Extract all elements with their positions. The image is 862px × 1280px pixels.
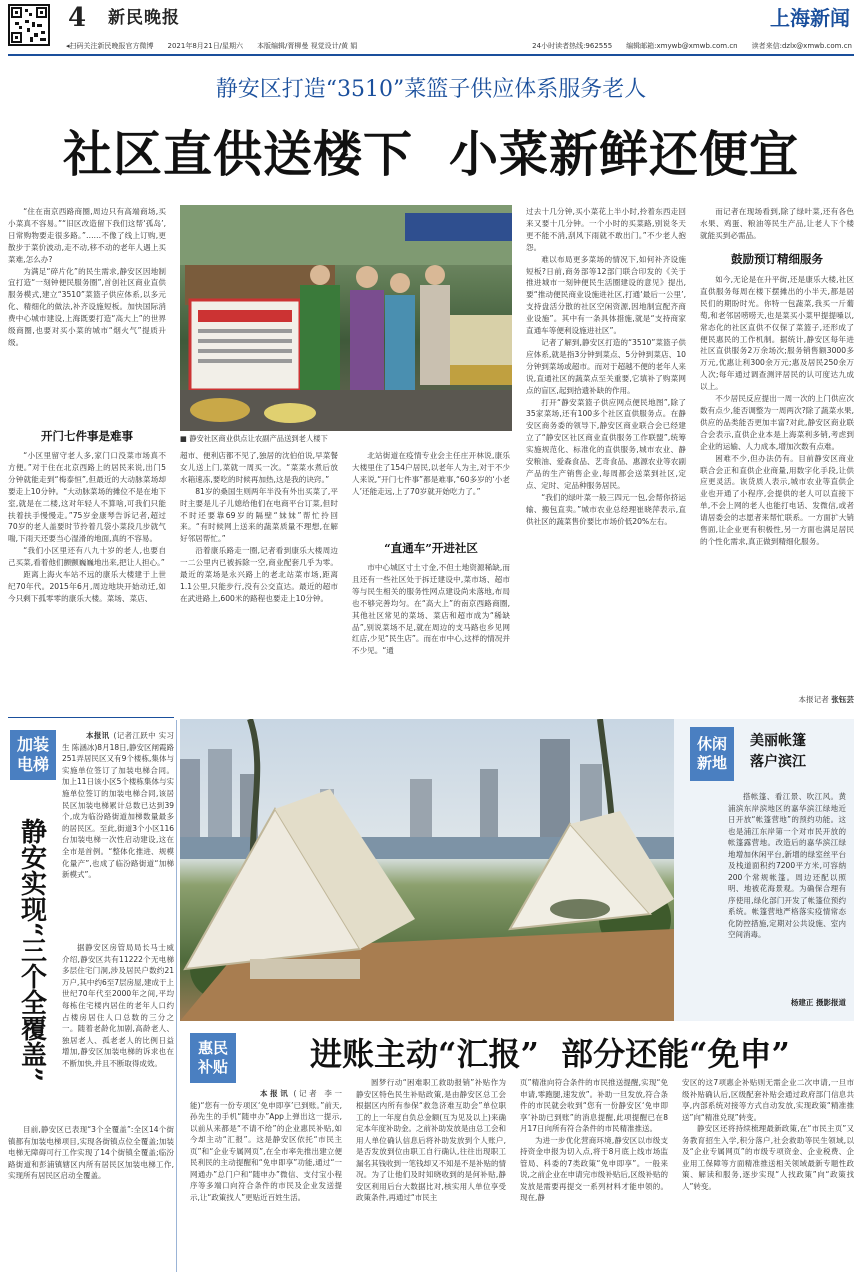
hotline: 24小时读者热线:962555 [532, 42, 613, 50]
lead-paragraph: 不少居民反应提出一周一次的上门供应次数有点少,能否调整为一周两次?除了蔬菜水果,供应的品类能否更加丰富?对此,静安区商业联合会表示,直供企业本是上海菜利多销,考虑到企业的运输、人力成本,增加次数有点难。 [700, 394, 854, 451]
elevator-tag: 加装电梯 [10, 730, 56, 780]
lead-column-5b [700, 274, 854, 692]
editor-line: 本版编辑/胥柳曼 视觉设计/黄 娟 [257, 42, 358, 50]
leisure-panel [674, 719, 854, 1021]
editor-email: 编辑邮箱:xmywb@xmwb.com.cn [626, 42, 738, 50]
lead-column-1 [8, 206, 166, 406]
elevator-divider [8, 717, 174, 718]
leisure-photo [180, 719, 674, 1021]
qr-code[interactable] [8, 4, 50, 46]
subsidy-paragraph: 为进一步优化营商环境,静安区以市级支持资金申报为切入点,将于8月底上线市场监管局、科委的7类政策“免申即享”。一般来说,之前企业在申请完市级补贴后,区级补贴的发放是需要再提交一系列材料才能申领的。现在,静 [520, 1135, 668, 1202]
lead-column-5 [700, 206, 854, 250]
leisure-paragraph: 搭帐篷、看江景、吹江风。黄浦滨东岸滨地区的嘉华滨江绿地近日开放“帐篷营地”的预约功能。这也是浦江东岸第一个对市民开放的帐篷露营地。改造后的嘉华滨江绿地增加休闲平台,新增的绿室丝平台及栈道面积约7200平方米,可容纳200个常规帐篷。周边还配以照明、地被花海景观。为确保合理有序使用,绿化部门开发了帐篷位预约系统。帐篷营地严格落实疫情常态化防控措施,定期对公共设施、室内空间消毒。 [728, 792, 846, 939]
lead-paragraph: “我们的绿叶菜一般三四元一包,会帮你挤运输、搬包直卖。”城市农业总经理崔晓萍表示,直供社区的蔬菜售价要比市场价低20%左右。 [526, 492, 686, 526]
elevator-column-mid [62, 942, 174, 1124]
reader-email: 读者来信:dzlx@xmwb.com.cn [751, 42, 852, 50]
subsidy-paragraph: (记者 李一能)“您有一份专项区‘免申即享’已到账。”前天,孙先生的手机“随申办”App上弹出这一提示,以前从来都是“不请不给”的企业惠民补贴,如今却主动“汇报”。这是静安区依托“市民主页”和“企业专属网页”,在全市率先推出建立便民利民的主动提醒和“免申即享”功能,通过“一网通办”总门户和“随申办”微信、支付宝小程序等多端口向符合条件的市民及企业发送提示,让“政策找人”更贴近百姓生活。 [190, 1089, 342, 1202]
lead-paragraph: 如今,无论是在升平街,还是康乐大楼,社区直供服务每周在楼下摆摊出的小半天,都是居民们的期盼时光。你特一包蔬菜,我买一斤葡萄,和老邻居唠唠天,也是菜买小菜甲提提嗓以,常态化的社区直供不仅保了菜篮子,还形成了便民惠民的工作机制。据统计,静安区每年进社区直供服务2万余场次;服务销售额3000多万元,优惠让利300余万元;惠及居民250余万人次;每年通过调查测评居民的认可度达九成以上。 [700, 275, 854, 392]
lead-kicker: 静安区打造“3510”菜篮子供应体系服务老人 [215, 77, 647, 102]
lead-paragraph: 超市、便利店都不见了,独居的沈伯伯说,早菜餐女儿送上门,菜就一周买一次。“菜菜水煮后放水箱速冻,要吃的时候再加热,这是我的诀窍。” [180, 451, 338, 484]
lead-paragraph: 北站街道在疫情专业会主任庄开林说,康乐大楼里住了154户居民,以老年人为主,对于不少人来说,“开门七件事”都是难事,“60多岁的‘小老人’还能走远,上了70岁就开始吃力了。” [352, 451, 510, 496]
subsidy-paragraph: 安区的这7项惠企补贴则无需企业二次申请,一旦市级补贴确认后,区级配套补贴会通过政府部门信息共享,内部系统对接等方式自动发放,实现政策“精准推送”向“精准兑现”转变。 [682, 1078, 854, 1122]
column-rule [176, 720, 177, 1272]
lead-byline [700, 694, 854, 706]
section-name: 上海新闻 [770, 6, 850, 30]
lead-paragraph: “我们小区里还有八九十岁的老人,也要自己买菜,看着他们颤颤巍巍地出来,把让人担心。” [8, 546, 166, 568]
lead-paragraph: “小区里留守老人多,家门口没菜市场真不方便。”对于住在北京西路上的居民来说,出门5分钟就能走到“梅泰恒”,但最近的大动脉菜场却要走上10分钟。“大动脉菜场的摊位不是在地下室,就是在二楼,这对年轻人不算啥,可我们只能扶着扶手慢慢走。”75岁金康琴告诉记者,超过70岁的老人盖要时节拎着几袋小菜段几步就气喘,下雨天还要当心湿滑的地面,真的不容易。 [8, 451, 166, 544]
section-heading-3: 鼓励预订精细服务 [731, 252, 823, 266]
elevator-column-bottom [8, 1124, 174, 1272]
lead-paragraph: 难以布局更多菜场的情况下,如何补齐设施短板?日前,商务部等12部门联合印发的《关于推进城市一刻钟便民生活圈建设的意见》提出,要“推动便民商业设施进社区,打通‘最后一公里’,支持盘活分散的社区空闲资源,因地制宜配齐商业设施”。其中有一条具体措施,就是“支持商家直通车等便利设施进社区”。 [526, 254, 686, 336]
subsidy-paragraph: 页”精准向符合条件的市民推送提醒,实现“免申请,零跑腿,速发放”。补助一旦发放,符合条件的市民就会收到“您有一份静安区‘免申即享’补助已到账”的消息提醒,此项提醒已在8月17日向所有符合条件的市民精准推送。 [520, 1078, 668, 1133]
issue-date: 2021年8月21日/星期六 [167, 42, 244, 50]
lead-paragraph: 沿着康乐路走一圈,记者看到康乐大楼周边一二公里内已被拆除一空,商业配套几乎为零。最近的菜场是永兴路上的老北站菜市场,距离1.1公里,只能步行,没有公交直达。最近的超市在武进路上,600米的路程也要走上10分钟。 [180, 546, 338, 603]
lead-column-1b [8, 450, 166, 712]
leisure-body [728, 791, 846, 991]
elevator-headline-text: 静安实现“三个全覆盖” [16, 818, 47, 1082]
subsidy-column-1 [190, 1088, 342, 1272]
elevator-column-top [62, 730, 174, 942]
lead-paragraph: 而记者在现场看到,除了绿叶菜,还有各色水果、鸡蛋、粮油等民生产品,让老人下个楼就能买到必需品。 [700, 207, 854, 240]
qr-pattern-icon [10, 6, 48, 44]
lead-column-2 [180, 450, 338, 712]
byline-label: 本报记者 [798, 695, 829, 704]
lead-column-3b [352, 562, 510, 712]
leisure-tag: 休闲新地 [690, 727, 734, 781]
leisure-headline: 美丽帐篷落户滨江 [750, 733, 806, 770]
elevator-paragraph: 据静安区房管局局长马士威介绍,静安区共有11222个无电梯多层住宅门洞,涉及居民户数约21万户,其中约6至7层房屋,建成于上世纪70年代至2000年之间,平均每栋住宅楼内居住的老年人口约占楼房居住人口总数的三分之一。随着老龄化加剧,高龄老人、独居老人、孤老老人的比例日益增加,静安区加装电梯的诉求也在不断加快,并且不断取得成效。 [62, 943, 174, 1068]
lead-paragraph: 市中心城区寸土寸金,不但土地资源稀缺,而且还有一些社区处于拆迁建设中,菜市场、超市等与民生相关的服务性网点建设尚未落地,布局也不够完善均匀。在“高大上”的南京西路商圈,其他社区常见的菜场、菜店和超市成为“稀缺品”,别说菜场不足,就在周边的支马路也乡见网红店,少见“民生店”。而在市中心,这样的情况并不少见。“通 [352, 563, 510, 656]
tent-scene-illustration [180, 719, 674, 1021]
lead-paragraph: “住在南京西路商圈,周边只有高端商场,买小菜真不容易。”“旧区改造留下我们这帮‘孤岛’,日常购物要走很多路。”……不像了线上订购,更散步于菜价波动,走不动,移不动的老年人遇上买菜难,怎么办? [8, 207, 166, 264]
lead-paragraph: 为满足“碎片化”的民生需求,静安区因地制宜打造“一刻钟便民服务圈”,首创社区商业直供服务模式,建立“3510”菜篮子供应体系,以多元化、精细化的做法,补齐设施短板。加快国际消费中心城市建设,上海既要打造“高大上”的世界级商圈,也要对买小菜的城市“烟火气”提质升级。 [8, 266, 166, 347]
lead-paragraph: 81岁的桑国生则两年半没有外出买菜了,平时主要是儿子儿媳给他们在电商平台订菜,但时不时还要靠69岁的隔壁“妹妹”帮忙拎回来。“有时候网上送来的蔬菜质量不理想,在解好邻居帮忙。” [180, 486, 338, 544]
leisure-credit: 杨建正 摄影报道 [790, 998, 846, 1007]
subsidy-headline: 进账主动“汇报” 部分还能“免申” [310, 1035, 790, 1073]
photo-caption: ■ 静安社区商业供点让农副产品送到老人楼下 [180, 434, 328, 443]
lead-column-3 [352, 450, 510, 540]
qr-caption: ◂扫码关注新民晚报官方微博 [66, 42, 154, 50]
section-heading-2: “直通车”开进社区 [384, 541, 478, 555]
elevator-paragraph: (记者江跃中 实习生 陈涵冰)8月18日,静安区闸霞路251弄居民区又有9个楼栋,集体与实施单位签订了加装电梯合同。加上11日该小区5个楼栋集体与实施单位签订的加装电梯合同,该居民区加装电梯累计总数已达到39个,成为临汾路街道加梯数量最多的居民区。至此,街道3个小区116台加装电梯一次性启动建设,这在全市是首例。“整体化推进、规模化量产”,也成了临汾路街道“加梯新模式”。 [62, 731, 174, 880]
subsidy-tag: 惠民补贴 [190, 1033, 236, 1083]
subsidy-byline: 本报讯 [260, 1089, 291, 1098]
page-number: 4 [68, 3, 87, 33]
lead-paragraph: 过去十几分钟,买小菜花上半小时,拎着东西走回来又要十几分钟。一个小时的买菜路,别说冬天更不能不消,刮风下雨就不敢出门。”不少老人抱怨。 [526, 207, 686, 252]
lead-paragraph: 距离上海火车站不远的康乐大楼建于上世纪70年代。2015年6月,周边地块开始动迁,如今只剩下孤零零的康乐大楼。菜场、菜店、 [8, 570, 166, 603]
elevator-headline [6, 790, 56, 1118]
lead-column-4 [526, 206, 686, 712]
market-stall-illustration [180, 205, 512, 431]
subsidy-paragraph: 静安区还将持续梳理最新政策,在“市民主页”又务教育招生入学,积分落户,社会救助等民生领域,以及“企业专属网页”的市级专项资金、企业税费、企业用工保障等方面精准推送相关领域最新专题性政策、解读和服务,逐步实现“人找政策”向“政策找人”转变。 [682, 1124, 854, 1191]
elevator-paragraph: 目前,静安区已表现“3个全覆盖”:全区14个街镇都有加装电梯项目,实现各街镇点位全覆盖;加装电梯无障碍可行工作实现了14个街镇全覆盖;临汾路街道和彭浦镇辖区内所有居民区加装电梯工作,实现所有居民区启动全覆盖。 [8, 1125, 174, 1181]
byline-name: 张钰芸 [831, 695, 854, 704]
lead-paragraph: 困难不少,但办法仍有。目前静安区商业联合会正和直供企业商量,用数字化手段,让供应更灵活。诙货质人表示,城市农业等直供企业也开通了小程序,会提供的老人可以直接下单,不会上网的老人也能打电话、发微信,或者请居委会的志愿者来帮忙联系。一方面扩大销售面,让企业更有积极性,另一方面也满足居民的个性化需求,真正做到精细化服务。 [700, 453, 854, 546]
lead-paragraph: 打开“静安菜篮子供应网点便民地图”,除了35家菜场,还有100多个社区直供服务点。在静安区商务委的领导下,静安区商业联合会已经建立了“静安区社区商业直供服务工作联盟”,统筹实施规范化、标准化的直供服务,城市农业、静安粮油、爱森食品、艺奇食品、惠源农业等农副产品的生产销售企业,每周都会送菜到社区,定点、定时、定品种服务居民。 [526, 397, 686, 490]
lead-headline: 社区直供送楼下 小菜新鲜还便宜 [62, 125, 800, 183]
elevator-byline: 本报讯 [86, 731, 110, 740]
paper-name: 新民晚报 [108, 8, 180, 28]
masthead-rule [8, 54, 854, 56]
masthead-info-bar [66, 40, 852, 52]
lead-photo [180, 205, 512, 431]
subsidy-column-2 [356, 1077, 506, 1272]
lead-paragraph: 记者了解到,静安区打造的“3510”菜篮子供应体系,就是指3分钟到菜点、5分钟到菜店、10分钟到菜场或超市。而对于超越不便的老年人来说,直通社区的蔬菜点至关重要,它填补了购菜网点的盲区,起到拾遗补缺的作用。 [526, 337, 686, 395]
section-heading-1: 开门七件事是难事 [41, 429, 133, 443]
subsidy-paragraph: 圆梦行动“困难职工救助报销”补贴作为静安区特色民生补贴政策,是由静安区总工会根据区内所有参保“救急济难互助会”单位职工的上一年度自负总金额(互为见及以上)来确定本年度补助金。之前补助发放是由总工会和用人单位确认信息后将补助发放到个人账户,是否发放到位由职工自行确认,往往出现职工漏名其钱收到一笔钱却又不知是不是补贴的情况。为了让他们及时知晓收到的是何补贴,静安区利用后台大数据比对,核实用人单位享受政策条件,再通过“市民主 [356, 1078, 506, 1202]
subsidy-column-3 [520, 1077, 668, 1272]
subsidy-column-4 [682, 1077, 854, 1272]
